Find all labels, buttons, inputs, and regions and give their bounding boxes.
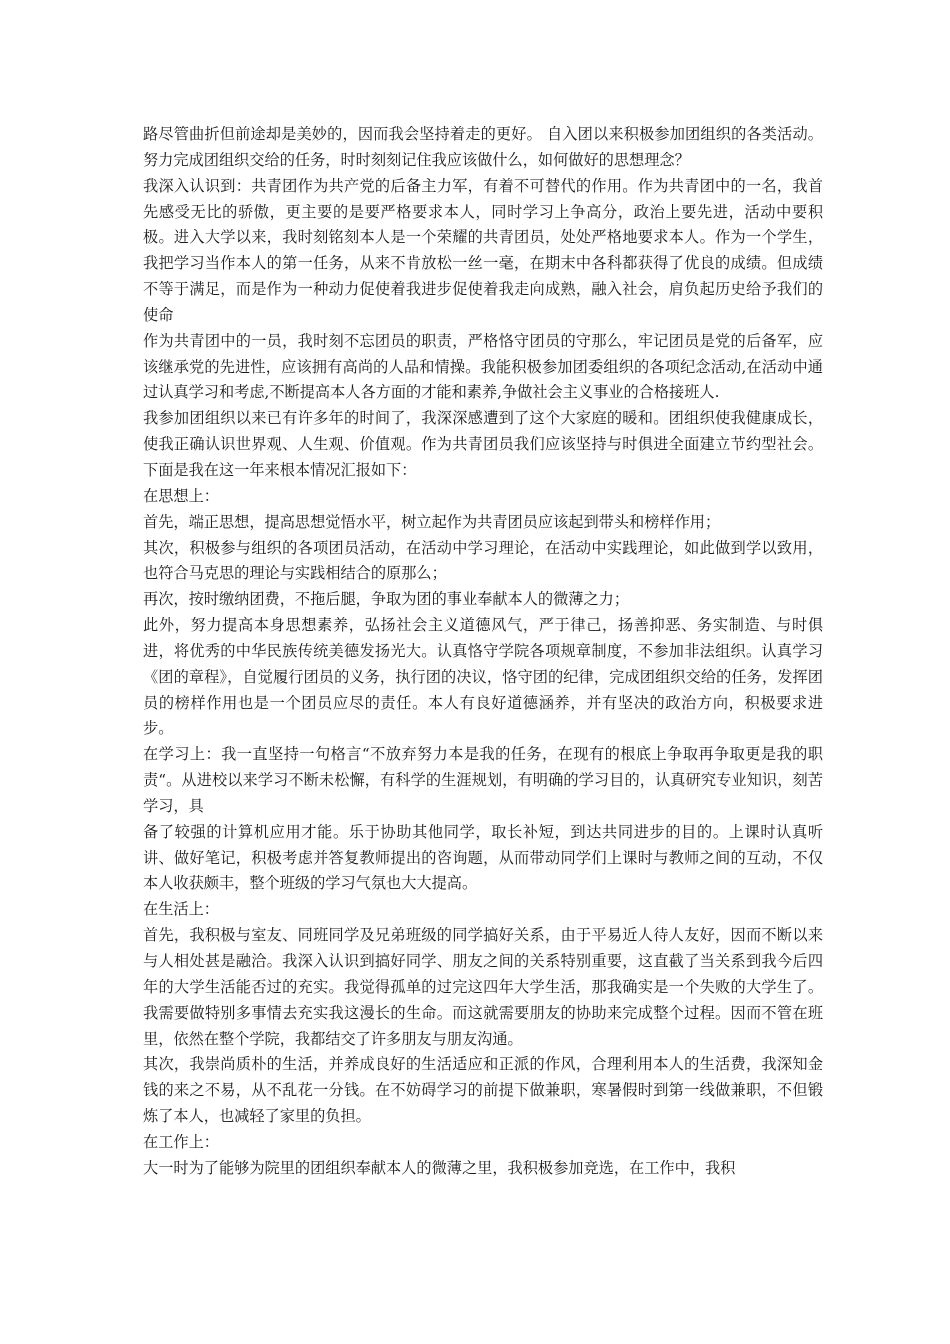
paragraph: 其次，我崇尚质朴的生活，并养成良好的生活适应和正派的作风，合理利用本人的生活费，我深知金钱的来之不易，从不乱花一分钱。在不妨碍学习的前提下做兼职，寒暑假时到第一线做兼职，不但锻炼了本人，也减轻了家里的负担。 bbox=[143, 1055, 823, 1126]
paragraph: 大一时为了能够为院里的团组织奉献本人的微薄之里，我积极参加竞选，在工作中，我积 bbox=[143, 1158, 736, 1177]
paragraph: 路尽管曲折但前途却是美妙的，因而我会坚持着走的更好。 自入团以来积极参加团组织的各类活动。努力完成团组织交给的任务，时时刻刻记住我应该做什么，如何做好的思想理念？ bbox=[143, 125, 823, 169]
section-heading-work: 在工作上： bbox=[143, 1132, 219, 1151]
paragraph: 此外，努力提高本身思想素养，弘扬社会主义道德风气，严于律己，扬善抑恶、务实制造、与时俱进，将优秀的中华民族传统美德发扬光大。认真恪守学院各项规章制度，不参加非法组织。认真学习《团的章程》，自觉履行团员的义务，执行团的决议，恪守团的纪律，完成团组织交给的任务，发挥团员的榜样作用也是一个团员应尽的责任。本人有良好道德涵养，并有坚决的政治方向，积极要求进步。 bbox=[143, 616, 823, 738]
paragraph: 在学习上：我一直坚持一句格言“不放弃努力本是我的任务，在现有的根底上争取再争取更是我的职责“。从进校以来学习不断未松懈，有科学的生涯规划，有明确的学习目的，认真研究专业知识，刻苦学习，具 bbox=[143, 745, 823, 815]
paragraph: 备了较强的计算机应用才能。乐于协助其他同学，取长补短，到达共同进步的目的。上课时认真听讲、做好笔记，积极考虑并答复教师提出的咨询题，从而带动同学们上课时与教师之间的互动，不仅本人收获颇丰，整个班级的学习气氛也大大提高。 bbox=[143, 822, 823, 893]
paragraph: 首先，端正思想，提高思想觉悟水平，树立起作为共青团员应该起到带头和榜样作用； bbox=[143, 512, 721, 531]
document-body bbox=[143, 122, 823, 1182]
paragraph: 其次，积极参与组织的各项团员活动，在活动中学习理论，在活动中实践理论，如此做到学以致用，也符合马克思的理论与实践相结合的原那么； bbox=[143, 538, 823, 583]
paragraph: 作为共青团中的一员，我时刻不忘团员的职责，严格恪守团员的守那么，牢记团员是党的后备军，应该继承党的先进性，应该拥有高尚的人品和情操。我能积极参加团委组织的各项纪念活动,在活动中通过认真学习和考虑,不断提高本人各方面的才能和素养,争做社会主义事业的合格接班人. bbox=[143, 331, 823, 402]
paragraph: 我参加团组织以来已有许多年的时间了，我深深感遭到了这个大家庭的暖和。团组织使我健康成长，使我正确认识世界观、人生观、价值观。作为共青团员我们应该坚持与时俱进全面建立节约型社会。下面是我在这一年来根本情况汇报如下： bbox=[143, 409, 823, 479]
section-heading-thought: 在思想上： bbox=[143, 486, 219, 505]
section-heading-life: 在生活上： bbox=[143, 900, 219, 919]
paragraph: 首先，我积极与室友、同班同学及兄弟班级的同学搞好关系，由于平易近人待人友好，因而不断以来与人相处甚是融洽。我深入认识到搞好同学、朋友之间的关系特别重要，这直截了当关系到我今后四年的大学生活能否过的充实。我觉得孤单的过完这四年大学生活，那我确实是一个失败的大学生了。我需要做特别多事情去充实我这漫长的生命。而这就需要朋友的协助来完成整个过程。因而不管在班里，依然在整个学院，我都结交了许多朋友与朋友沟通。 bbox=[143, 926, 823, 1048]
paragraph: 再次，按时缴纳团费，不拖后腿，争取为团的事业奉献本人的微薄之力； bbox=[143, 590, 629, 609]
paragraph: 我深入认识到：共青团作为共产党的后备主力军，有着不可替代的作用。作为共青团中的一名，我首先感受无比的骄傲，更主要的是要严格要求本人，同时学习上争高分，政治上要先进，活动中要积极。进入大学以来，我时刻铭刻本人是一个荣耀的共青团员，处处严格地要求本人。作为一个学生，我把学习当作本人的第一任务，从来不肯放松一丝一毫，在期末中各科都获得了优良的成绩。但成绩不等于满足，而是作为一种动力促使着我进步促使着我走向成熟，融入社会，肩负起历史给予我们的使命 bbox=[143, 176, 823, 324]
